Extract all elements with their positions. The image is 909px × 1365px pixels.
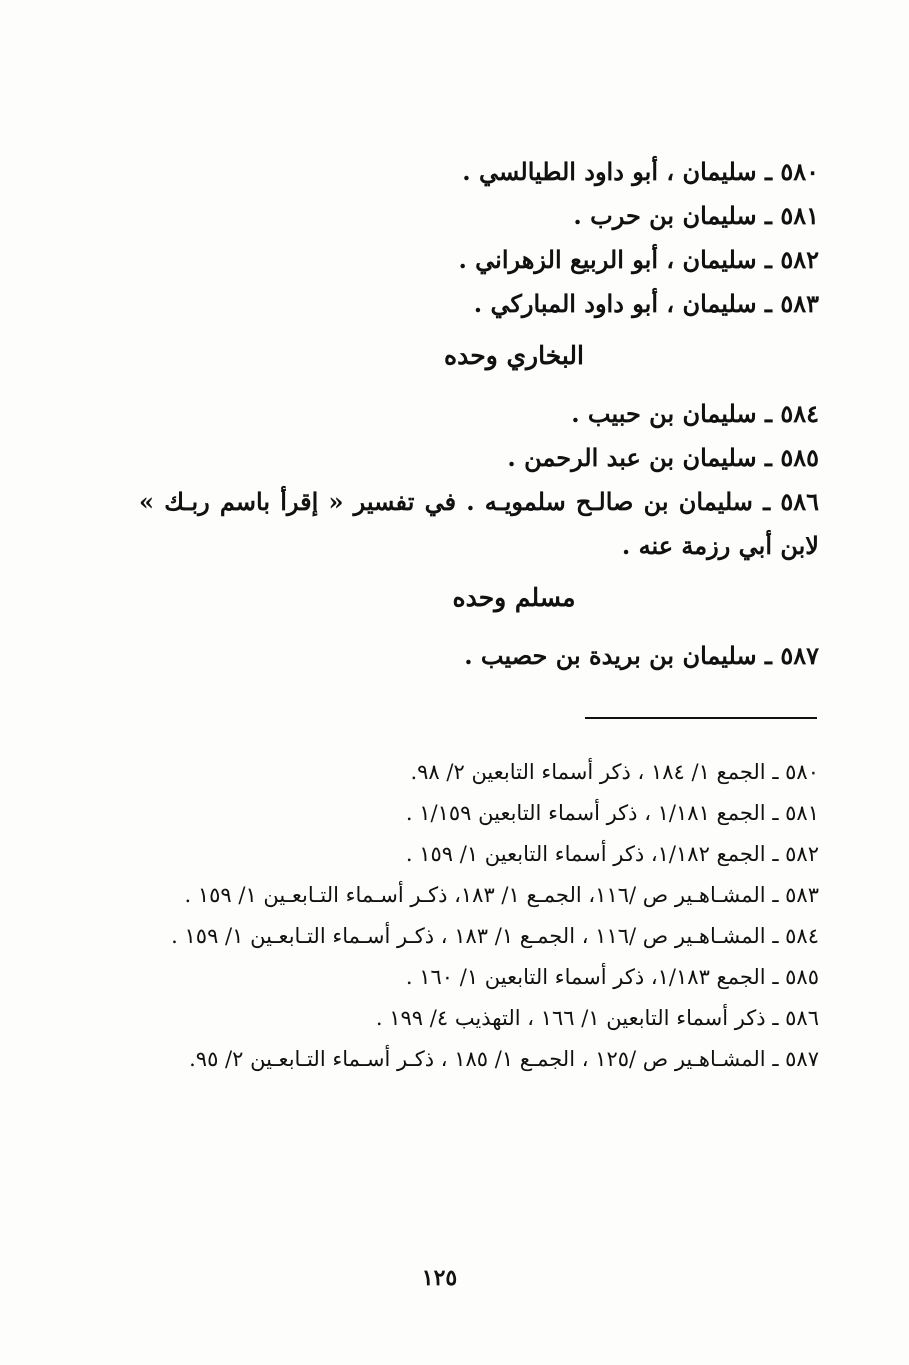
footnote-divider [585, 717, 817, 719]
entry-586: ٥٨٦ ـ سليمان بن صالـح سلمويـه . في تفسير « إقرأ باسم ربـك » لابن أبي رزمة عنه . [139, 487, 819, 560]
entry-585: ٥٨٥ ـ سليمان بن عبد الرحمن . [507, 443, 819, 472]
entry-583: ٥٨٣ ـ سليمان ، أبو داود المباركي . [473, 289, 819, 318]
entry-582: ٥٨٢ ـ سليمان ، أبو الربيع الزهراني . [458, 245, 819, 274]
footnote-587: ٥٨٧ ـ المشـاهـير ص /١٢٥ ، الجمـع ١/ ١٨٥ ، ذكـر أسـماء التـابعـين ٢/ ٩٥. [189, 1047, 819, 1071]
section-heading-bukhari: البخاري وحده [444, 341, 584, 370]
footnotes [139, 752, 819, 1080]
page-number: ١٢٥ [421, 1265, 458, 1291]
footnote-581: ٥٨١ ـ الجمع ١/١٨١ ، ذكر أسماء التابعين ١/١٥٩ . [405, 801, 819, 825]
entry-584: ٥٨٤ ـ سليمان بن حبيب . [571, 399, 819, 428]
main-text [139, 150, 819, 678]
footnote-580: ٥٨٠ ـ الجمع ١/ ١٨٤ ، ذكر أسماء التابعين ٢/ ٩٨. [410, 760, 819, 784]
footnote-585: ٥٨٥ ـ الجمع ١/١٨٣، ذكر أسماء التابعين ١/ ١٦٠ . [405, 965, 819, 989]
entry-580: ٥٨٠ ـ سليمان ، أبو داود الطيالسي . [462, 157, 819, 186]
section-heading-muslim: مسلم وحده [452, 583, 576, 612]
footnote-582: ٥٨٢ ـ الجمع ١/١٨٢، ذكر أسماء التابعين ١/ ١٥٩ . [405, 842, 819, 866]
footnote-586: ٥٨٦ ـ ذكر أسماء التابعين ١/ ١٦٦ ، التهذيب ٤/ ١٩٩ . [375, 1006, 819, 1030]
footnote-584: ٥٨٤ ـ المشـاهـير ص /١١٦ ، الجمـع ١/ ١٨٣ ، ذكـر أسـماء التـابعـين ١/ ١٥٩ . [171, 924, 819, 948]
entry-587: ٥٨٧ ـ سليمان بن بريدة بن حصيب . [464, 641, 819, 670]
footnote-583: ٥٨٣ ـ المشـاهـير ص /١١٦، الجمـع ١/ ١٨٣، ذكـر أسـماء التـابعـين ١/ ١٥٩ . [184, 883, 819, 907]
entry-581: ٥٨١ ـ سليمان بن حرب . [573, 201, 819, 230]
